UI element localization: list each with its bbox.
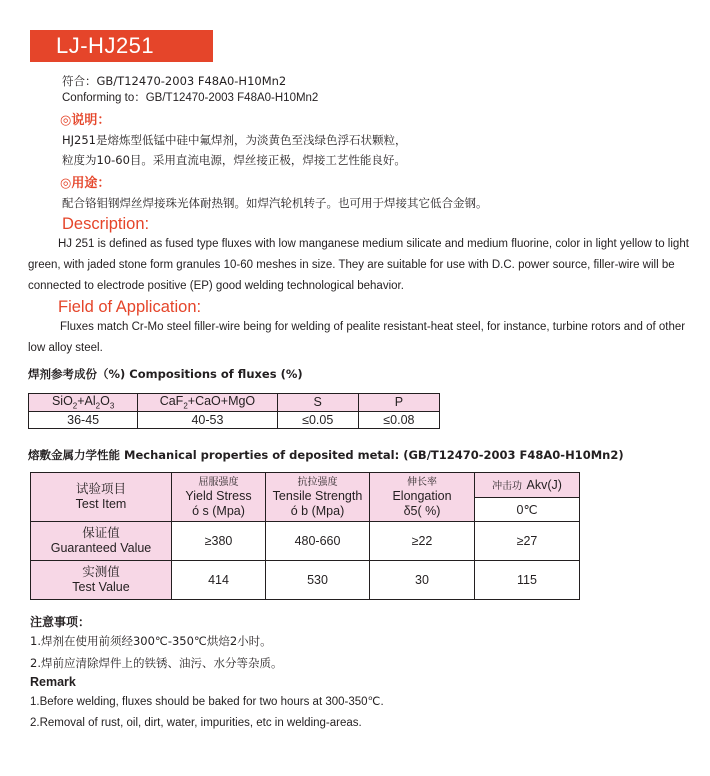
comp-value-s: ≤0.05 bbox=[277, 411, 358, 428]
description-text: HJ 251 is defined as fused type fluxes with low manganese medium silicate and medium fluorine, color in light yellow to light green, with jaded stone form granules 10-60 meshes in size. They are suitable for use with D.C. power source, filler-wire will be connected to electrode positive (EP) good welding technological behavior. bbox=[28, 238, 689, 292]
explain-heading: ◎说明： bbox=[60, 113, 111, 128]
application-heading: Field of Application: bbox=[58, 298, 202, 316]
remark-item-1: 1.Before welding, fluxes should be baked for two hours at 300-350℃. bbox=[30, 696, 384, 708]
mech-header-yield-cn: 屈服强度 bbox=[198, 476, 239, 488]
comp-header-caf2-cao-mgo: CaF$_2$+CaO+MgO bbox=[138, 394, 277, 412]
mech-header-elong-unit: δ5( %) bbox=[403, 503, 441, 518]
comp-header-sio2-al2o3: $SiO_2+Al_2O_3$ bbox=[29, 394, 138, 412]
comp-value-p: ≤0.08 bbox=[358, 411, 439, 428]
comp-header-p: P bbox=[358, 394, 439, 412]
standard-cn: 符合：GB/T12470-2003 F48A0-H10Mn2 bbox=[62, 74, 287, 88]
remark-item-2: 2.Removal of rust, oil, dirt, water, impurities, etc in welding-areas. bbox=[30, 717, 362, 729]
table-row bbox=[31, 561, 580, 600]
mech-header-yield-unit: ó s (Mpa) bbox=[192, 503, 245, 518]
usage-heading: ◎用途： bbox=[60, 176, 111, 191]
mech-guaranteed-impact: ≥27 bbox=[475, 522, 580, 561]
mech-header-impact bbox=[475, 473, 580, 498]
mech-row-guaranteed-cn: 保证值 bbox=[82, 526, 120, 540]
mech-test-yield: 414 bbox=[172, 561, 266, 600]
comp-value-sio2-al2o3: 36-45 bbox=[29, 411, 138, 428]
mech-header-yield-en: Yield Stress bbox=[185, 488, 252, 503]
mech-header-tensile-unit: ó b (Mpa) bbox=[290, 503, 345, 518]
mech-header-tensile-en: Tensile Strength bbox=[272, 488, 363, 503]
mech-row-test-en: Test Value bbox=[72, 580, 130, 594]
mech-header-item-cn: 试验项目 bbox=[75, 482, 126, 496]
mech-header-elong-cn: 伸长率 bbox=[407, 476, 437, 488]
mech-header-elong-en: Elongation bbox=[392, 488, 452, 503]
notes-heading: 注意事项： bbox=[30, 615, 91, 629]
mech-header-tensile bbox=[266, 473, 370, 522]
mech-test-elong: 30 bbox=[370, 561, 475, 600]
mech-header-impact-cn: 冲击功 bbox=[492, 480, 523, 492]
mech-header-elongation bbox=[370, 473, 475, 522]
explain-line-1: HJ251是熔炼型低锰中硅中氟焊剂，为淡黄色至浅绿色浮石状颗粒， bbox=[62, 133, 407, 147]
mech-guaranteed-yield: ≥380 bbox=[172, 522, 266, 561]
table-row bbox=[31, 522, 580, 561]
mech-row-test-label bbox=[31, 561, 172, 600]
mech-row-test-cn: 实测值 bbox=[82, 565, 120, 579]
remark-heading: Remark bbox=[30, 675, 76, 689]
mech-header-impact-en: Akv(J) bbox=[526, 477, 562, 492]
mech-row-guaranteed-en: Guaranteed Value bbox=[50, 541, 152, 555]
mech-header-item bbox=[31, 473, 172, 522]
product-title-banner: LJ-HJ251 bbox=[30, 30, 213, 62]
mech-guaranteed-elong: ≥22 bbox=[370, 522, 475, 561]
application-text: Fluxes match Cr-Mo steel filler-wire being for welding of pealite resistant-heat steel, for instance, turbine rotors and of other low alloy steel. bbox=[28, 321, 686, 354]
mech-header-yield bbox=[172, 473, 266, 522]
composition-table bbox=[28, 393, 440, 429]
mech-header-tensile-cn: 抗拉强度 bbox=[297, 476, 338, 488]
usage-line-1: 配合铬钼钢焊丝焊接珠光体耐热钢。如焊汽轮机转子。也可用于焊接其它低合金钢。 bbox=[62, 196, 488, 210]
comp-header-s: S bbox=[277, 394, 358, 412]
comp-value-caf2-cao-mgo: 40-53 bbox=[138, 411, 277, 428]
mech-guaranteed-tensile: 480-660 bbox=[266, 522, 370, 561]
notes-item-2: 2.焊前应清除焊件上的铁锈、油污、水分等杂质。 bbox=[30, 656, 283, 670]
mech-test-impact: 115 bbox=[475, 561, 580, 600]
mech-header-impact-temp: 0℃ bbox=[475, 497, 580, 522]
notes-item-1: 1.焊剂在使用前须经300℃-350℃烘焙2小时。 bbox=[30, 634, 272, 648]
standard-en: Conforming to：GB/T12470-2003 F48A0-H10Mn2 bbox=[62, 92, 319, 104]
description-heading: Description: bbox=[62, 215, 150, 233]
composition-heading: 焊剂参考成份（%) Compositions of fluxes (%) bbox=[28, 367, 303, 381]
explain-line-2: 粒度为10-60目。采用直流电源，焊丝接正极，焊接工艺性能良好。 bbox=[62, 153, 406, 167]
mech-row-guaranteed-label bbox=[31, 522, 172, 561]
mech-test-tensile: 530 bbox=[266, 561, 370, 600]
mechanical-heading: 熔敷金属力学性能 Mechanical properties of deposited metal: (GB/T12470-2003 F48A0-H10Mn2) bbox=[28, 448, 624, 462]
mechanical-table bbox=[30, 472, 580, 600]
mech-header-item-en: Test Item bbox=[75, 497, 127, 511]
